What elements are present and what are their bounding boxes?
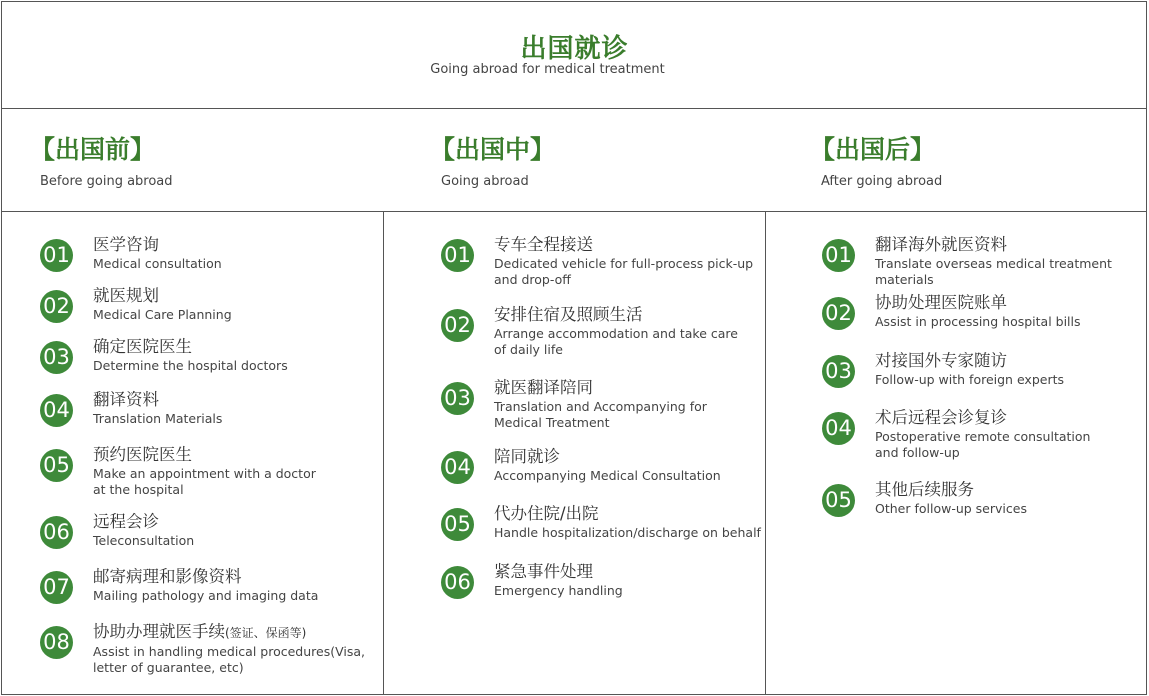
divider-header (1, 108, 1147, 109)
item-description-en: Other follow-up services (875, 501, 1027, 516)
item-title-zh (494, 503, 761, 525)
item-description-en: Dedicated vehicle for full-process pick-up (494, 256, 754, 271)
item-description-en: Mailing pathology and imaging data (93, 588, 319, 603)
column-header-after (810, 130, 942, 189)
item-description-en: Medical Care Planning (93, 307, 232, 322)
list-item (822, 234, 1149, 288)
list-item (441, 234, 753, 288)
step-number-badge: 02 (40, 290, 73, 323)
item-description-en: Accompanying Medical Consultation (494, 468, 721, 483)
item-description-en: Arrange accommodation and take care (494, 326, 738, 341)
item-title-zh (494, 304, 738, 326)
item-title-zh (93, 336, 288, 358)
item-title-zh (494, 377, 707, 399)
item-description-en: Postoperative remote consultation (875, 429, 1091, 444)
item-description-en: Assist in handling medical procedures(Visa, (93, 644, 365, 659)
step-number-badge: 01 (822, 239, 855, 272)
item-text (494, 561, 623, 599)
item-description-en: Medical Treatment (494, 415, 610, 430)
item-title-zh (494, 234, 753, 256)
step-number-badge: 05 (40, 449, 73, 482)
item-description-en: Translation and Accompanying for (494, 399, 707, 414)
step-number-badge: 04 (822, 412, 855, 445)
item-title-text: 翻译海外就医资料 (875, 235, 1007, 254)
step-number-badge: 02 (441, 309, 474, 342)
item-title-zh (875, 234, 1149, 256)
item-description-en: Handle hospitalization/discharge on behalf (494, 525, 761, 540)
item-title-text: 其他后续服务 (875, 480, 974, 499)
list-item (441, 377, 707, 431)
item-title-zh (93, 389, 222, 411)
item-title-text: 陪同就诊 (494, 447, 560, 466)
item-description-en: and drop-off (494, 272, 571, 287)
column-heading: 【出国前】 (30, 135, 156, 164)
list-item (441, 446, 721, 484)
item-title-zh (494, 561, 623, 583)
step-number-badge: 01 (441, 239, 474, 272)
column-subheading: After going abroad (821, 174, 943, 189)
step-number-badge: 03 (822, 355, 855, 388)
divider-subheader (1, 211, 1147, 212)
list-item (40, 234, 222, 272)
item-text (93, 566, 318, 604)
item-title-text: 安排住宿及照顾生活 (494, 305, 643, 324)
list-item (40, 336, 288, 374)
item-description-en: of daily life (494, 342, 563, 357)
item-text (93, 336, 288, 374)
item-title-zh (93, 234, 222, 256)
step-number-badge: 02 (822, 297, 855, 330)
item-title-zh (875, 407, 1090, 429)
page-title: 出国就诊 (520, 34, 629, 64)
list-item (441, 561, 623, 599)
list-item (40, 444, 316, 498)
item-description-en: and follow-up (875, 445, 960, 460)
item-text (875, 479, 1027, 517)
item-description-en: at the hospital (93, 482, 184, 497)
step-number-badge: 08 (40, 626, 73, 659)
item-title-text: 邮寄病理和影像资料 (93, 567, 242, 586)
item-title-zh (494, 446, 721, 468)
list-item (40, 511, 194, 549)
item-title-zh (875, 479, 1027, 501)
step-number-badge: 06 (40, 516, 73, 549)
item-title-zh (93, 621, 365, 644)
item-text (93, 285, 232, 323)
column-header-during (430, 130, 555, 189)
item-title-zh (93, 511, 194, 533)
item-text (494, 304, 738, 358)
item-title-zh (93, 285, 232, 307)
item-description-en: Follow-up with foreign experts (875, 372, 1064, 387)
item-title-text: 协助处理医院账单 (875, 293, 1007, 312)
list-item (822, 292, 1081, 330)
list-item (441, 304, 738, 358)
list-item (40, 389, 222, 427)
item-title-text: 对接国外专家随访 (875, 351, 1007, 370)
item-text (93, 621, 365, 676)
step-number-badge: 01 (40, 239, 73, 272)
list-item (822, 407, 1090, 461)
item-text (875, 292, 1081, 330)
item-description-en: Emergency handling (494, 583, 623, 598)
item-title-note: (签证、保函等) (225, 626, 307, 640)
list-item (822, 479, 1027, 517)
column-header-before (30, 130, 173, 189)
divider-col-2 (765, 211, 766, 695)
item-title-text: 翻译资料 (93, 390, 159, 409)
column-subheading: Before going abroad (40, 174, 173, 189)
item-title-text: 确定医院医生 (93, 337, 192, 356)
item-text (494, 446, 721, 484)
item-text (494, 503, 761, 541)
step-number-badge: 05 (441, 508, 474, 541)
step-number-badge: 03 (441, 382, 474, 415)
divider-col-1 (383, 211, 384, 695)
item-description-en: Make an appointment with a doctor (93, 466, 316, 481)
column-subheading: Going abroad (441, 174, 529, 189)
item-text (875, 407, 1090, 461)
item-title-text: 术后远程会诊复诊 (875, 408, 1007, 427)
item-description-en: letter of guarantee, etc) (93, 660, 244, 675)
item-text (875, 350, 1064, 388)
item-text (93, 444, 316, 498)
item-title-text: 远程会诊 (93, 512, 159, 531)
item-text (494, 377, 707, 431)
item-title-text: 协助办理就医手续 (93, 622, 225, 641)
item-description-en: Medical consultation (93, 256, 222, 271)
item-title-text: 紧急事件处理 (494, 562, 593, 581)
item-title-zh (875, 350, 1064, 372)
item-text (93, 234, 222, 272)
item-title-text: 代办住院/出院 (494, 504, 599, 523)
item-description-en: Translate overseas medical treatment materials (875, 256, 1112, 287)
item-title-zh (93, 566, 318, 588)
step-number-badge: 07 (40, 571, 73, 604)
item-description-en: Teleconsultation (93, 533, 195, 548)
list-item (40, 566, 318, 604)
list-item (40, 621, 365, 676)
step-number-badge: 04 (40, 394, 73, 427)
item-description-en: Assist in processing hospital bills (875, 314, 1081, 329)
item-description-en: Translation Materials (93, 411, 223, 426)
column-heading: 【出国中】 (430, 135, 556, 164)
item-text (875, 234, 1149, 288)
item-text (494, 234, 753, 288)
item-text (93, 389, 222, 427)
item-text (93, 511, 194, 549)
item-title-text: 预约医院医生 (93, 445, 192, 464)
item-title-text: 医学咨询 (93, 235, 159, 254)
page-subtitle: Going abroad for medical treatment (430, 62, 665, 77)
step-number-badge: 03 (40, 341, 73, 374)
step-number-badge: 04 (441, 451, 474, 484)
item-title-zh (93, 444, 316, 466)
list-item (441, 503, 761, 541)
item-title-text: 就医规划 (93, 286, 159, 305)
list-item (40, 285, 232, 323)
column-heading: 【出国后】 (810, 135, 936, 164)
item-title-zh (875, 292, 1081, 314)
list-item (822, 350, 1064, 388)
item-title-text: 专车全程接送 (494, 235, 593, 254)
item-description-en: Determine the hospital doctors (93, 358, 288, 373)
step-number-badge: 06 (441, 566, 474, 599)
item-title-text: 就医翻译陪同 (494, 378, 593, 397)
step-number-badge: 05 (822, 484, 855, 517)
